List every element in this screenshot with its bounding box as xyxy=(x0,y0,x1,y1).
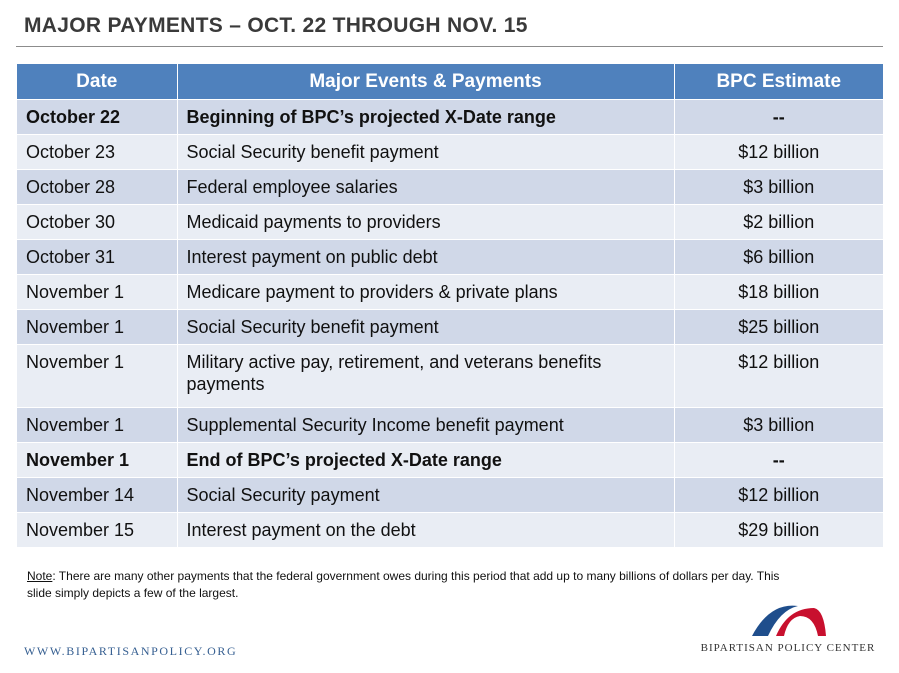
row-date: October 30 xyxy=(17,205,177,240)
row-date: November 1 xyxy=(17,443,177,478)
row-event: Social Security payment xyxy=(177,478,674,513)
row-estimate: $29 billion xyxy=(674,513,883,548)
row-event: Medicaid payments to providers xyxy=(177,205,674,240)
row-estimate: $18 billion xyxy=(674,275,883,310)
header-events: Major Events & Payments xyxy=(177,64,674,100)
row-event: Social Security benefit payment xyxy=(177,135,674,170)
row-estimate: $3 billion xyxy=(674,170,883,205)
row-estimate: -- xyxy=(674,100,883,135)
row-date: November 15 xyxy=(17,513,177,548)
footnote xyxy=(27,568,787,602)
row-date: October 23 xyxy=(17,135,177,170)
row-estimate: $3 billion xyxy=(674,408,883,443)
footnote-label: Note xyxy=(27,569,53,583)
table-row xyxy=(17,345,883,408)
table-row xyxy=(17,408,883,443)
row-event: Medicare payment to providers & private plans xyxy=(177,275,674,310)
table-header-row xyxy=(17,64,883,100)
row-date: November 1 xyxy=(17,408,177,443)
row-date: November 1 xyxy=(17,275,177,310)
row-event: Social Security benefit payment xyxy=(177,310,674,345)
row-estimate: $12 billion xyxy=(674,135,883,170)
table-row xyxy=(17,478,883,513)
row-event: Military active pay, retirement, and veterans benefits payments xyxy=(177,345,674,408)
table-row xyxy=(17,170,883,205)
row-date: November 14 xyxy=(17,478,177,513)
row-estimate: $25 billion xyxy=(674,310,883,345)
logo-text: BIPARTISAN POLICY CENTER xyxy=(700,642,876,654)
row-estimate: -- xyxy=(674,443,883,478)
slide-title: MAJOR PAYMENTS – OCT. 22 THROUGH NOV. 15 xyxy=(24,14,528,37)
footnote-text: : There are many other payments that the federal government owes during this period that add up to many billions of dollars per day. This slide simply depicts a few of the largest. xyxy=(27,569,780,600)
bpc-arch-icon xyxy=(748,602,828,638)
title-divider xyxy=(16,46,883,47)
row-estimate: $12 billion xyxy=(674,345,883,408)
bpc-logo xyxy=(698,602,878,658)
row-estimate: $6 billion xyxy=(674,240,883,275)
table-row xyxy=(17,135,883,170)
payments-table xyxy=(17,64,883,547)
table-row xyxy=(17,443,883,478)
row-event: Interest payment on the debt xyxy=(177,513,674,548)
table-row xyxy=(17,240,883,275)
row-date: October 28 xyxy=(17,170,177,205)
row-date: November 1 xyxy=(17,345,177,408)
table-row xyxy=(17,310,883,345)
row-date: November 1 xyxy=(17,310,177,345)
header-date: Date xyxy=(17,64,177,100)
row-event: Interest payment on public debt xyxy=(177,240,674,275)
row-date: October 22 xyxy=(17,100,177,135)
row-event: Federal employee salaries xyxy=(177,170,674,205)
row-estimate: $2 billion xyxy=(674,205,883,240)
row-event: End of BPC’s projected X-Date range xyxy=(177,443,674,478)
row-event: Beginning of BPC’s projected X-Date range xyxy=(177,100,674,135)
table-row xyxy=(17,205,883,240)
table-row xyxy=(17,100,883,135)
row-event: Supplemental Security Income benefit payment xyxy=(177,408,674,443)
header-estimate: BPC Estimate xyxy=(674,64,883,100)
table-row xyxy=(17,275,883,310)
row-date: October 31 xyxy=(17,240,177,275)
website-link[interactable]: WWW.BIPARTISANPOLICY.ORG xyxy=(24,644,238,658)
table-row xyxy=(17,513,883,548)
row-estimate: $12 billion xyxy=(674,478,883,513)
